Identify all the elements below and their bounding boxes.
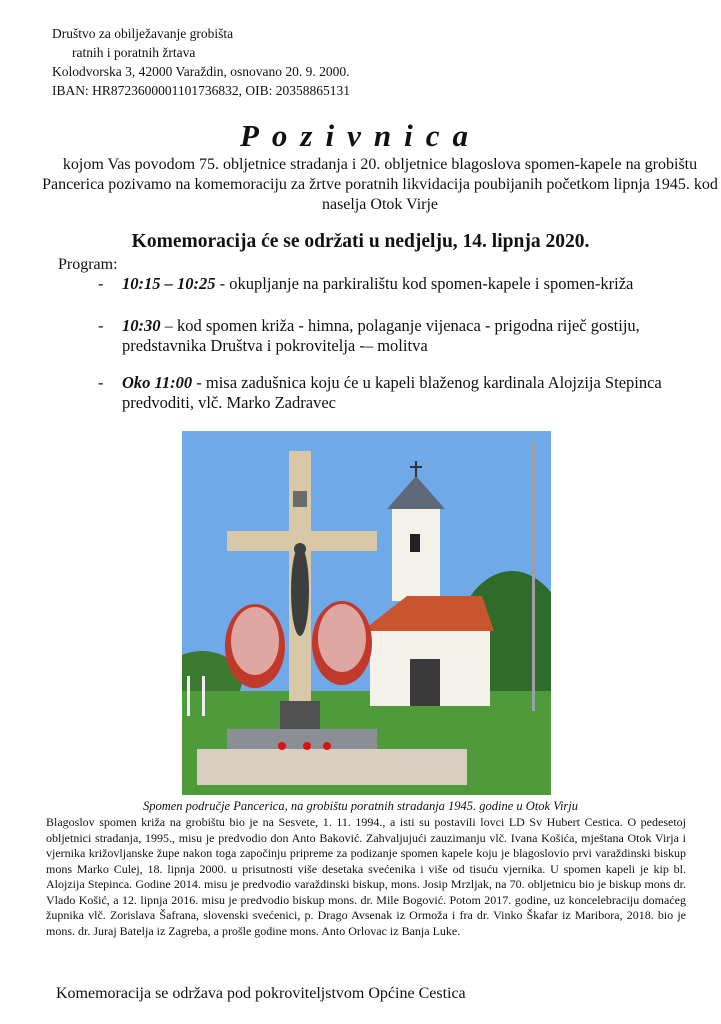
- candle: [303, 742, 311, 750]
- fence-post: [202, 676, 205, 716]
- chapel-window: [410, 534, 420, 552]
- memorial-photo: [182, 431, 551, 795]
- program-time: 10:15 – 10:25: [122, 274, 216, 293]
- program-item: [98, 373, 698, 413]
- program-time: Oko 11:00: [122, 373, 193, 392]
- history-paragraph: Blagoslov spomen križa na grobištu bio je na Sesvete, 1. 11. 1994., a isti su postavili lovci LD Sv Hubert Cestica. O pedesetoj obljetnici stradanja, 1995., misu je predvodio don Anto Baković. Zahvaljujući zauzimanju vlč. Ivana Košića, mještana Otok Virja i vjernika križovljanske župe nakon toga započinju pripreme za podizanje spomen kapele koju je blagoslovio prvi varaždinski biskup mons Marko Culej, 18. lipnja 2000. u prisutnosti više desetaka svećenika i više od tisuću vjernika. U spomen kapeli je kip bl. Alojzija Stepinca. Godine 2014. misu je predvodio varaždinski biskup, mons. Josip Mrzljak, na 70. obljetnicu bio je biskup mons dr. Vlado Košić, a 12. lipnja 2016. misu je predvodio biskup mons. dr. Mile Bogović. Potom 2017. godine, uz koncelebraciju domaćeg župnika vlč. Zorislava Šafrana, slovenski svećenici, p. Drago Avsenak iz Ormoža i fra dr. Vinko Škafar iz Maribora, 2018. bio je mons. dr. Juraj Batelja iz Zagreba, a prošle godine mons. Anto Orlovac iz Banja Luke.: [46, 815, 686, 938]
- memorial-step: [227, 729, 377, 751]
- program-dash: -: [98, 274, 104, 293]
- program-time: 10:30: [122, 316, 161, 335]
- organization-address: Kolodvorska 3, 42000 Varaždin, osnovano 20. 9. 2000.: [52, 64, 350, 79]
- photo-caption: Spomen područje Pancerica, na grobištu poratnih stradanja 1945. godine u Otok Virju: [142, 799, 579, 813]
- candle: [278, 742, 286, 750]
- chapel-door: [410, 659, 440, 706]
- program-separator: –: [160, 316, 177, 335]
- program-item: [98, 274, 698, 294]
- wreath-right-flowers: [318, 604, 366, 672]
- organization-name-line2: ratnih i poratnih žrtava: [72, 45, 196, 60]
- candle: [323, 742, 331, 750]
- program-item: [98, 316, 698, 356]
- program-text: kod spomen križa - himna, polaganje vijenaca - prigodna riječ gostiju, predstavnika Društva i pokrovitelja -– molitva: [122, 316, 640, 355]
- photo-pole: [532, 441, 535, 711]
- program-text: misa zadušnica koju će u kapeli blaženog kardinala Alojzija Stepinca predvoditi, vlč. Marko Zadravec: [122, 373, 662, 412]
- crucifix-figure: [291, 546, 309, 636]
- program-label: Program:: [58, 256, 118, 273]
- organization-header: [52, 24, 350, 100]
- program-separator: -: [192, 373, 206, 392]
- memorial-photo-illustration: [182, 431, 551, 795]
- memorial-base: [197, 749, 467, 785]
- organization-name-line1: Društvo za obilježavanje grobišta: [52, 26, 234, 41]
- program-dash: -: [98, 316, 104, 335]
- program-text: okupljanje na parkiralištu kod spomen-kapele i spomen-križa: [229, 274, 634, 293]
- cross-emblem: [293, 491, 307, 507]
- fence-post: [187, 676, 190, 716]
- program-dash: -: [98, 373, 104, 392]
- sponsor-note: Komemoracija se održava pod pokroviteljstvom Općine Cestica: [56, 985, 466, 1002]
- wreath-left-flowers: [231, 607, 279, 675]
- memorial-plaque: [280, 701, 320, 729]
- organization-bank-info: IBAN: HR8723600001101736832, OIB: 20358865131: [52, 83, 351, 98]
- program-separator: -: [215, 274, 230, 293]
- invitation-title: Pozivnica: [240, 118, 481, 153]
- chapel-tower: [392, 506, 440, 601]
- chapel-cross: [415, 461, 417, 477]
- invitation-intro: kojom Vas povodom 75. obljetnice stradanja i 20. obljetnice blagoslova spomen-kapele na grobištu Pancerica pozivamo na komemoraciju za žrtve poratnih likvidacija poubijanih početkom lipnja 1945. kod naselja Otok Virje: [42, 156, 718, 213]
- event-headline: Komemoracija će se održati u nedjelju, 14. lipnja 2020.: [131, 231, 590, 252]
- chapel-cross: [410, 466, 422, 468]
- crucifix-figure-head: [294, 543, 306, 555]
